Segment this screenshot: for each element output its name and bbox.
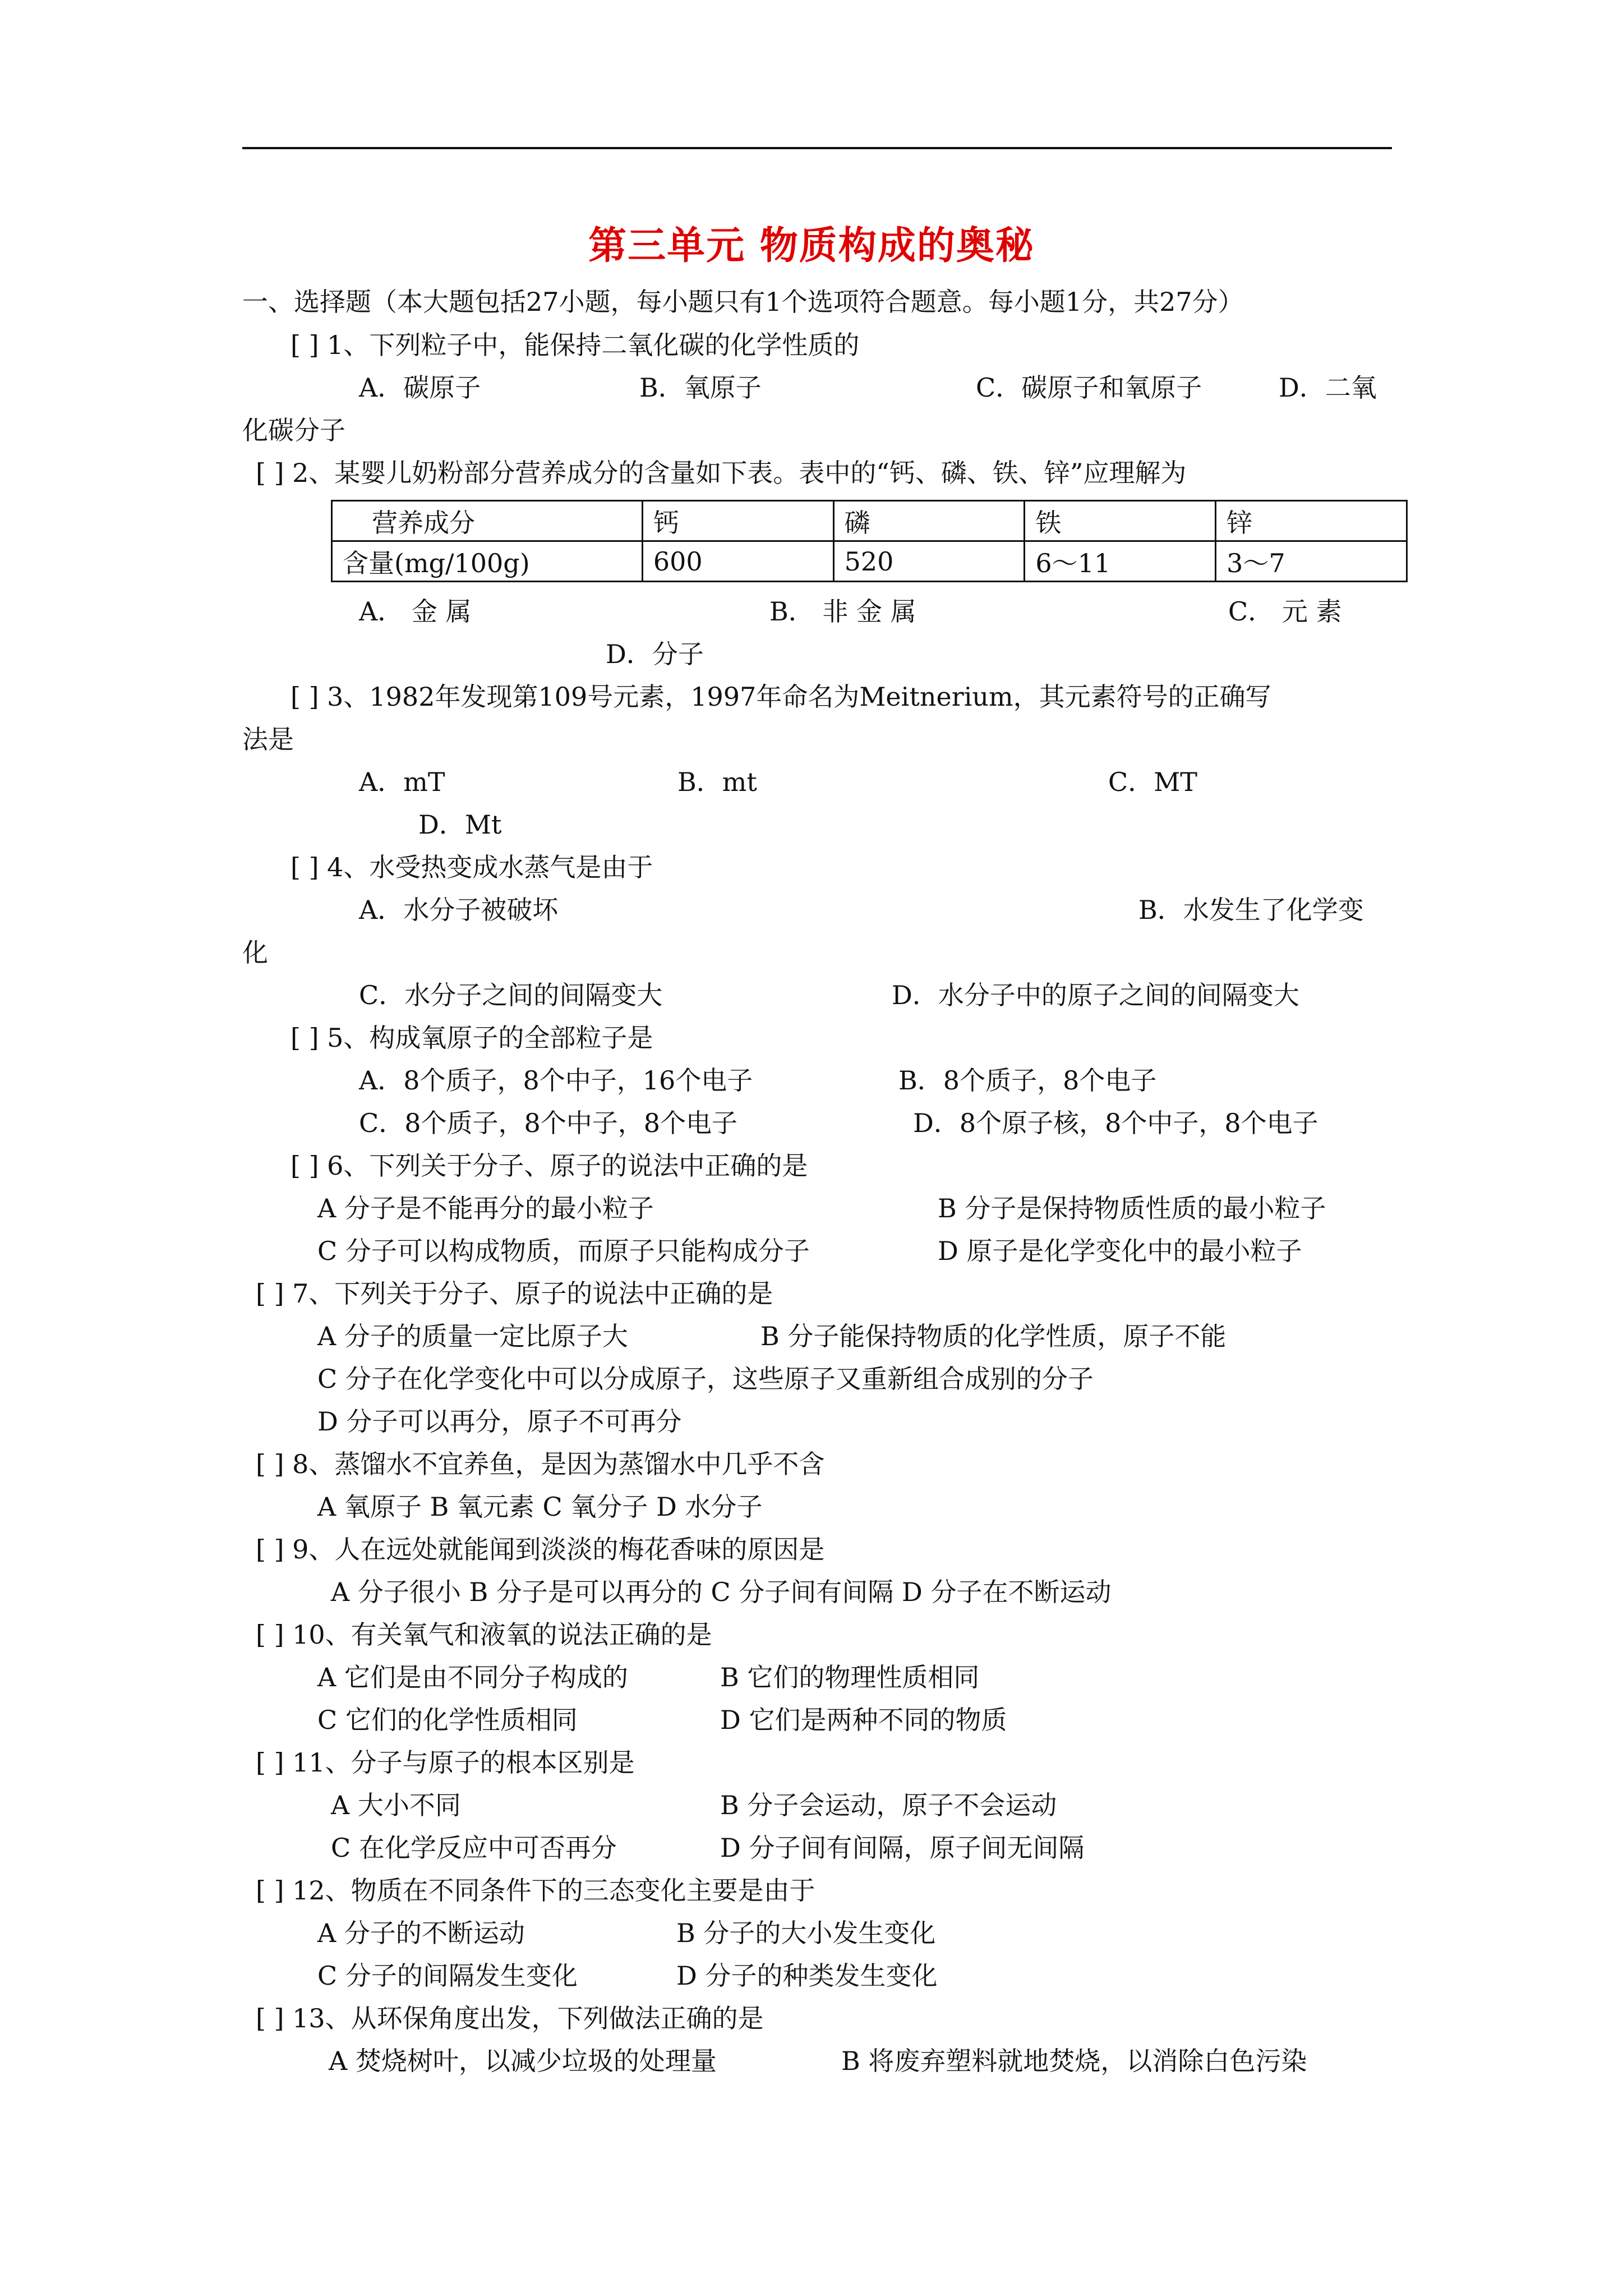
question-12-option-b: B 分子的大小发生变化 xyxy=(676,1918,936,1948)
question-3-option-c: C．MT xyxy=(1108,767,1197,797)
question-12-option-c: C 分子的间隔发生变化 xyxy=(317,1961,578,1991)
question-7-option-d: D 分子可以再分，原子不可再分 xyxy=(317,1406,682,1437)
question-12-stem: [ ] 12、物质在不同条件下的三态变化主要是由于 xyxy=(256,1875,815,1906)
question-3-option-b: B．mt xyxy=(677,767,757,797)
question-5-stem: [ ] 5、构成氧原子的全部粒子是 xyxy=(291,1023,653,1053)
question-4-option-a: A．水分子被破坏 xyxy=(359,895,559,925)
question-2-stem: [ ] 2、某婴儿奶粉部分营养成分的含量如下表。表中的“钙、磷、铁、锌”应理解为 xyxy=(256,458,1187,488)
question-4-option-b-cont: 化 xyxy=(242,937,268,968)
question-6-option-c: C 分子可以构成物质，而原子只能构成分子 xyxy=(317,1236,810,1266)
question-12-option-a: A 分子的不断运动 xyxy=(317,1918,525,1948)
table-cell: 3～7 xyxy=(1216,541,1407,582)
question-6-stem: [ ] 6、下列关于分子、原子的说法中正确的是 xyxy=(291,1151,808,1181)
question-7-option-c: C 分子在化学变化中可以分成原子，这些原子又重新组合成别的分子 xyxy=(317,1364,1094,1394)
table-header-cell: 钙 xyxy=(642,501,833,541)
question-1-option-d-cont: 化碳分子 xyxy=(242,415,345,445)
question-10-option-b: B 它们的物理性质相同 xyxy=(720,1662,980,1692)
table-cell: 600 xyxy=(642,541,833,582)
question-4-option-d: D．水分子中的原子之间的间隔变大 xyxy=(892,980,1299,1010)
table-header-cell: 营养成分 xyxy=(332,501,643,541)
question-2-option-c: C． 元 素 xyxy=(1228,596,1342,627)
question-7-option-a: A 分子的质量一定比原子大 xyxy=(317,1321,628,1351)
question-1-option-a: A．碳原子 xyxy=(359,372,481,403)
question-5-option-c: C．8个质子，8个中子，8个电子 xyxy=(359,1108,737,1138)
question-3-option-a: A．mT xyxy=(359,767,445,797)
nutrition-table xyxy=(331,500,1408,582)
question-6-option-d: D 原子是化学变化中的最小粒子 xyxy=(938,1236,1302,1266)
question-5-option-d: D．8个原子核，8个中子，8个电子 xyxy=(913,1108,1318,1138)
question-3-stem-cont: 法是 xyxy=(242,724,294,754)
question-8-options: A 氧原子 B 氧元素 C 氧分子 D 水分子 xyxy=(317,1492,763,1522)
question-5-option-b: B．8个质子，8个电子 xyxy=(898,1065,1157,1096)
question-3-stem: [ ] 3、1982年发现第109号元素，1997年命名为Meitnerium，其元素符号的正确写 xyxy=(291,682,1271,712)
question-9-stem: [ ] 9、人在远处就能闻到淡淡的梅花香味的原因是 xyxy=(256,1534,825,1565)
table-header-cell: 铁 xyxy=(1025,501,1216,541)
question-1-option-b: B．氧原子 xyxy=(639,372,762,403)
page-title: 第三单元 物质构成的奥秘 xyxy=(588,223,1035,268)
question-5-option-a: A．8个质子，8个中子，16个电子 xyxy=(359,1065,753,1096)
question-7-option-b: B 分子能保持物质的化学性质，原子不能 xyxy=(760,1321,1227,1351)
question-3-option-d: D．Mt xyxy=(418,809,502,840)
question-11-stem: [ ] 11、分子与原子的根本区别是 xyxy=(256,1747,635,1778)
question-10-option-a: A 它们是由不同分子构成的 xyxy=(317,1662,628,1692)
question-2-option-b: B． 非 金 属 xyxy=(769,596,916,627)
table-row xyxy=(332,541,1407,582)
table-header-cell: 锌 xyxy=(1216,501,1407,541)
question-11-option-b: B 分子会运动，原子不会运动 xyxy=(720,1790,1057,1820)
question-6-option-b: B 分子是保持物质性质的最小粒子 xyxy=(938,1193,1326,1223)
question-8-stem: [ ] 8、蒸馏水不宜养鱼，是因为蒸馏水中几乎不含 xyxy=(256,1449,825,1479)
question-4-option-b: B．水发生了化学变 xyxy=(1138,895,1364,925)
question-7-stem: [ ] 7、下列关于分子、原子的说法中正确的是 xyxy=(256,1278,773,1309)
question-11-option-a: A 大小不同 xyxy=(331,1790,461,1820)
table-header-cell: 磷 xyxy=(833,501,1025,541)
table-cell: 520 xyxy=(833,541,1025,582)
question-6-option-a: A 分子是不能再分的最小粒子 xyxy=(317,1193,654,1223)
table-cell: 含量(mg/100g) xyxy=(332,541,643,582)
section-heading: 一、选择题（本大题包括27小题，每小题只有1个选项符合题意。每小题1分，共27分） xyxy=(242,287,1244,317)
header-rule xyxy=(242,147,1392,149)
question-1-stem: [ ] 1、下列粒子中，能保持二氧化碳的化学性质的 xyxy=(291,330,860,360)
table-cell: 6～11 xyxy=(1025,541,1216,582)
question-1-option-d: D．二氧 xyxy=(1279,372,1377,403)
question-2-option-a: A． 金 属 xyxy=(359,596,472,627)
question-1-option-c: C．碳原子和氧原子 xyxy=(976,372,1202,403)
question-13-option-a: A 焚烧树叶，以减少垃圾的处理量 xyxy=(329,2046,717,2076)
question-10-option-c: C 它们的化学性质相同 xyxy=(317,1705,578,1735)
question-10-stem: [ ] 10、有关氧气和液氧的说法正确的是 xyxy=(256,1619,712,1650)
question-11-option-d: D 分子间有间隔，原子间无间隔 xyxy=(720,1833,1085,1863)
question-13-stem: [ ] 13、从环保角度出发，下列做法正确的是 xyxy=(256,2003,764,2033)
question-4-stem: [ ] 4、水受热变成水蒸气是由于 xyxy=(291,852,653,882)
question-10-option-d: D 它们是两种不同的物质 xyxy=(720,1705,1007,1735)
question-9-options: A 分子很小 B 分子是可以再分的 C 分子间有间隔 D 分子在不断运动 xyxy=(331,1577,1112,1607)
question-11-option-c: C 在化学反应中可否再分 xyxy=(331,1833,617,1863)
table-row xyxy=(332,501,1407,541)
question-4-option-c: C．水分子之间的间隔变大 xyxy=(359,980,663,1010)
question-2-option-d: D．分子 xyxy=(606,639,704,669)
question-13-option-b: B 将废弃塑料就地焚烧，以消除白色污染 xyxy=(841,2046,1307,2076)
question-12-option-d: D 分子的种类发生变化 xyxy=(676,1961,938,1991)
